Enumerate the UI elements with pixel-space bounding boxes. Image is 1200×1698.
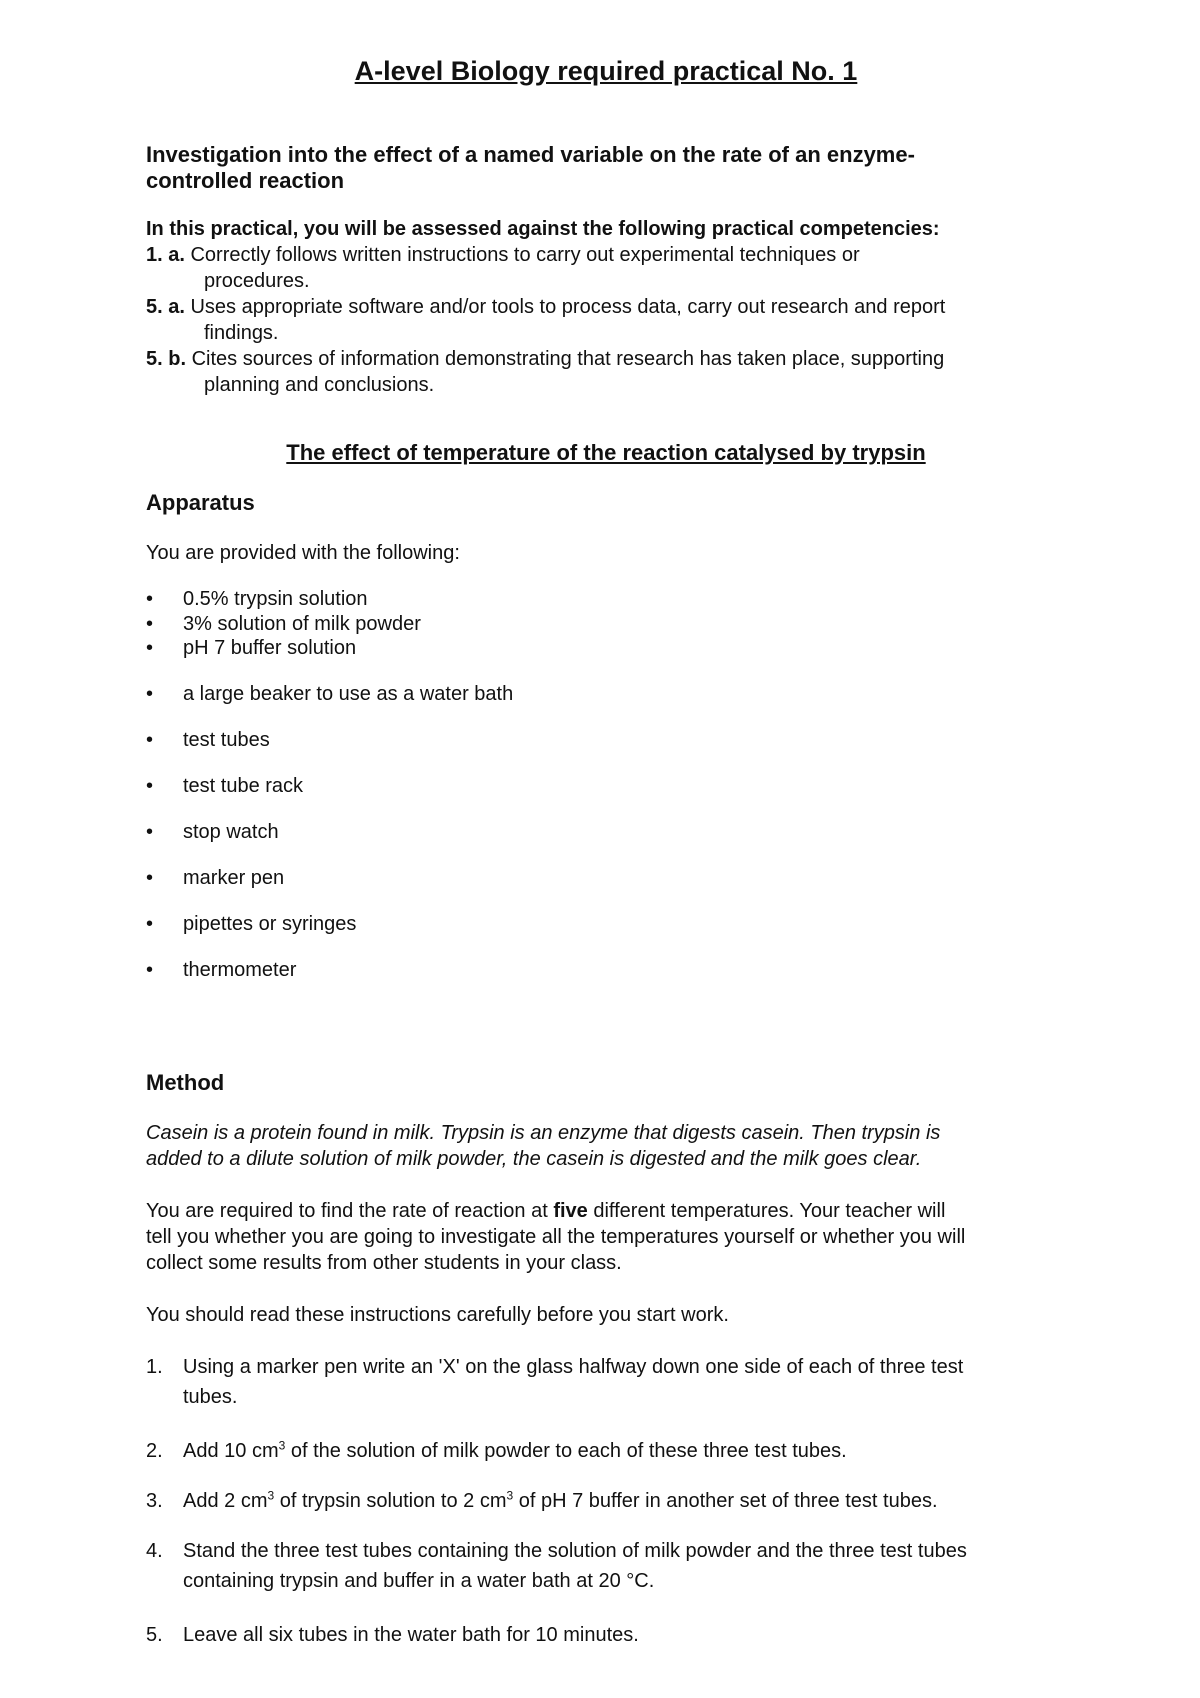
apparatus-intro: You are provided with the following:: [146, 542, 460, 564]
competency-item: [146, 294, 945, 346]
step-text: Leave all six tubes in the water bath for 10 minutes.: [183, 1624, 639, 1646]
apparatus-item-text: 3% solution of milk powder: [183, 613, 421, 635]
competency-item: [146, 242, 860, 294]
method-paragraph-line: collect some results from other students in your class.: [146, 1252, 622, 1274]
investigation-heading-line1: Investigation into the effect of a named variable on the rate of an enzyme-: [146, 142, 915, 167]
bullet-icon: •: [146, 683, 154, 705]
competency-text: Cites sources of information demonstrating that research has taken place, supporting: [191, 348, 945, 370]
apparatus-item-text: a large beaker to use as a water bath: [183, 683, 514, 705]
apparatus-heading: Apparatus: [146, 490, 255, 515]
competency-item: [146, 346, 944, 398]
bullet-icon: •: [146, 867, 154, 889]
emphasis-text: five: [553, 1200, 588, 1222]
bullet-icon: •: [146, 588, 154, 610]
step-text-part: of pH 7 buffer in another set of three test tubes.: [513, 1490, 938, 1512]
paragraph-text: You are required to find the rate of reaction at: [146, 1200, 554, 1222]
competency-number: 1. a.: [146, 244, 185, 266]
step-text-part: Add 10 cm: [183, 1440, 279, 1462]
bullet-icon: •: [146, 913, 154, 935]
competency-number: 5. a.: [146, 296, 185, 318]
step-text: [183, 1486, 1063, 1516]
competency-continuation: planning and conclusions.: [204, 374, 435, 396]
competency-text: Correctly follows written instructions to carry out experimental techniques or: [190, 244, 860, 266]
method-intro-line: Casein is a protein found in milk. Trypsin is an enzyme that digests casein. Then trypsin is: [146, 1122, 941, 1144]
bullet-icon: •: [146, 613, 154, 635]
apparatus-item-text: thermometer: [183, 959, 297, 981]
competency-continuation: findings.: [204, 322, 279, 344]
step-number: 4.: [146, 1540, 163, 1562]
bullet-icon: •: [146, 821, 154, 843]
competency-continuation: procedures.: [204, 270, 310, 292]
section-subtitle: The effect of temperature of the reaction catalysed by trypsin: [286, 440, 926, 465]
step-number: 1.: [146, 1356, 163, 1378]
apparatus-item-text: test tubes: [183, 729, 270, 751]
apparatus-item-text: pH 7 buffer solution: [183, 637, 357, 659]
step-text-part: of the solution of milk powder to each of these three test tubes.: [285, 1440, 847, 1462]
apparatus-item-text: stop watch: [183, 821, 279, 843]
bullet-icon: •: [146, 729, 154, 751]
superscript: 3: [267, 1488, 275, 1503]
investigation-heading-line2: controlled reaction: [146, 168, 345, 193]
superscript: 3: [506, 1488, 514, 1503]
method-heading: Method: [146, 1070, 225, 1095]
step-text-part: of trypsin solution to 2 cm: [274, 1490, 507, 1512]
paragraph-text: different temperatures. Your teacher will: [587, 1200, 946, 1222]
method-paragraph-line: [146, 1198, 945, 1224]
competency-number: 5. b.: [146, 348, 187, 370]
bullet-icon: •: [146, 959, 154, 981]
method-reading-note: You should read these instructions carefully before you start work.: [146, 1304, 729, 1326]
page-title: A-level Biology required practical No. 1: [354, 56, 858, 86]
apparatus-item-text: test tube rack: [183, 775, 304, 797]
assessment-intro: In this practical, you will be assessed against the following practical competencies:: [146, 218, 940, 240]
bullet-icon: •: [146, 637, 154, 659]
step-number: 5.: [146, 1624, 163, 1646]
competency-text: Uses appropriate software and/or tools to process data, carry out research and report: [190, 296, 946, 318]
step-number: 3.: [146, 1490, 163, 1512]
apparatus-item-text: pipettes or syringes: [183, 913, 357, 935]
step-text: Using a marker pen write an 'X' on the glass halfway down one side of each of three test tubes.: [183, 1356, 964, 1408]
step-text: [183, 1436, 1063, 1466]
step-text: Stand the three test tubes containing the solution of milk powder and the three test tubes containing trypsin and buffer in a water bath at 20 °C.: [183, 1540, 967, 1592]
apparatus-item-text: marker pen: [183, 867, 285, 889]
method-intro-line: added to a dilute solution of milk powder, the casein is digested and the milk goes clear.: [146, 1148, 922, 1170]
bullet-icon: •: [146, 775, 154, 797]
superscript: 3: [278, 1438, 286, 1453]
step-number: 2.: [146, 1440, 163, 1462]
method-paragraph-line: tell you whether you are going to investigate all the temperatures yourself or whether you will: [146, 1226, 966, 1248]
apparatus-item-text: 0.5% trypsin solution: [183, 588, 368, 610]
step-text-part: Add 2 cm: [183, 1490, 268, 1512]
